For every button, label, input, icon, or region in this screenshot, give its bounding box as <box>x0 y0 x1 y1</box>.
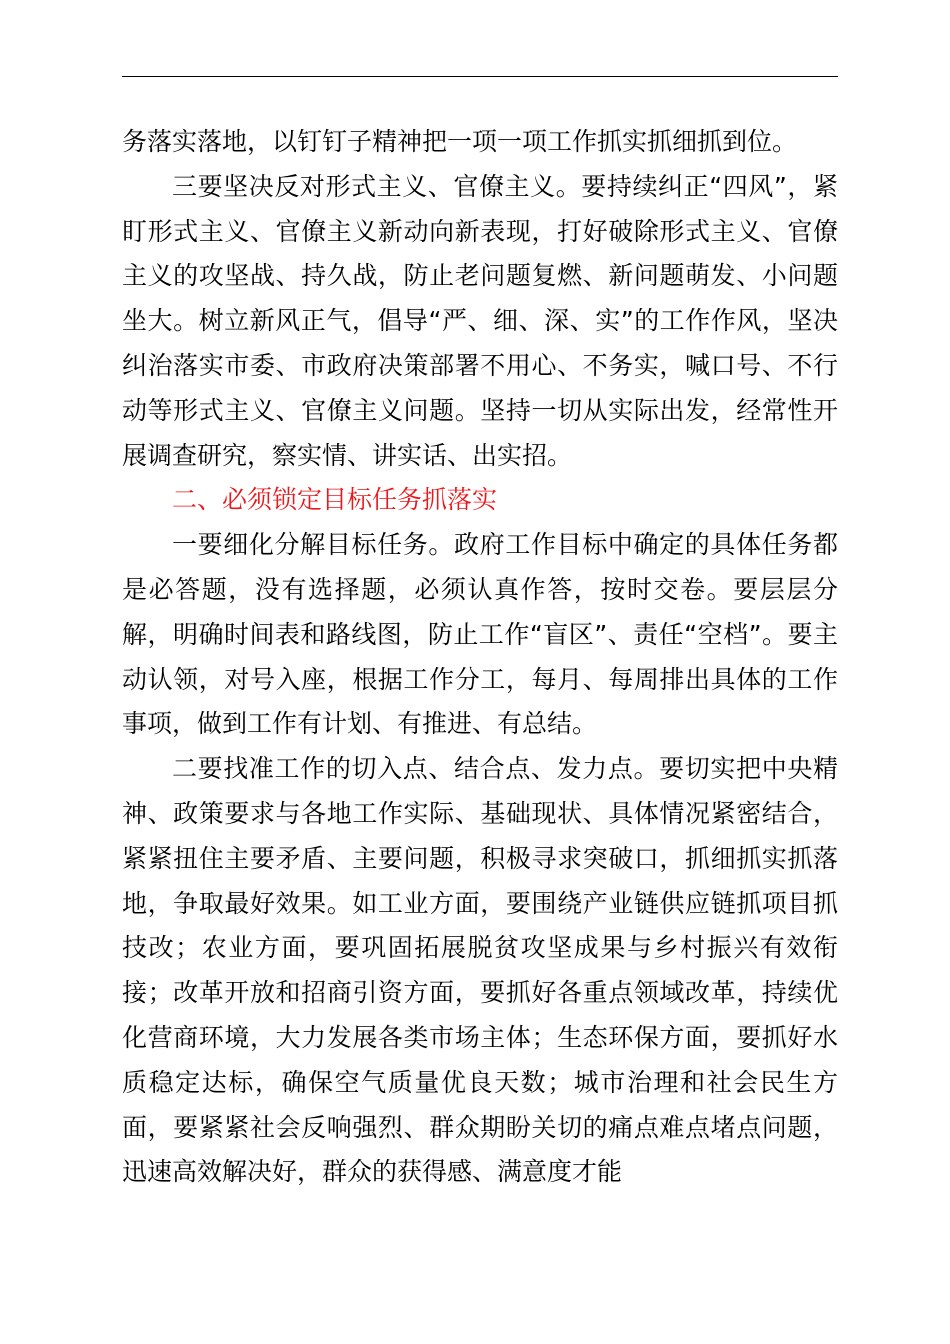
section-heading: 二、必须锁定目标任务抓落实 <box>172 485 498 515</box>
paragraph-entry-points: 二要找准工作的切入点、结合点、发力点。要切实把中央精神、政策要求与各地工作实际、基础现状、具体情况紧密结合，紧紧扭住主要矛盾、主要问题，积极寻求突破口，抓细抓实抓落地，争取最好效果。如工业方面，要围绕产业链供应链抓项目抓技改；农业方面，要巩固拓展脱贫攻坚成果与乡村振兴有效衔接；改革开放和招商引资方面，要抓好各重点领域改革，持续优化营商环境，大力发展各类市场主体；生态环保方面，要抓好水质稳定达标，确保空气质量优良天数；城市治理和社会民生方面，要紧紧社会反响强烈、群众期盼关切的痛点难点堵点问题，迅速高效解决好，群众的获得感、满意度才能 <box>122 754 838 1187</box>
header-rule <box>122 76 838 77</box>
paragraph-refine-targets: 一要细化分解目标任务。政府工作目标中确定的具体任务都是必答题，没有选择题，必须认真作答，按时交卷。要层层分解，明确时间表和路线图，防止工作“盲区”、责任“空档”。要主动认领，对号入座，根据工作分工，每月、每周排出具体的工作事项，做到工作有计划、有推进、有总结。 <box>122 530 838 739</box>
paragraph-oppose-formalism: 三要坚决反对形式主义、官僚主义。要持续纠正“四风”，紧盯形式主义、官僚主义新动向新表现，打好破除形式主义、官僚主义的攻坚战、持久战，防止老问题复燃、新问题萌发、小问题坐大。树立新风正气，倡导“严、细、深、实”的工作作风，坚决纠治落实市委、市政府决策部署不用心、不务实，喊口号、不行动等形式主义、官僚主义问题。坚持一切从实际出发，经常性开展调查研究，察实情、讲实话、出实招。 <box>122 171 838 470</box>
document-body <box>122 120 838 1195</box>
paragraph-continuation: 务落实落地，以钉钉子精神把一项一项工作抓实抓细抓到位。 <box>122 127 798 156</box>
